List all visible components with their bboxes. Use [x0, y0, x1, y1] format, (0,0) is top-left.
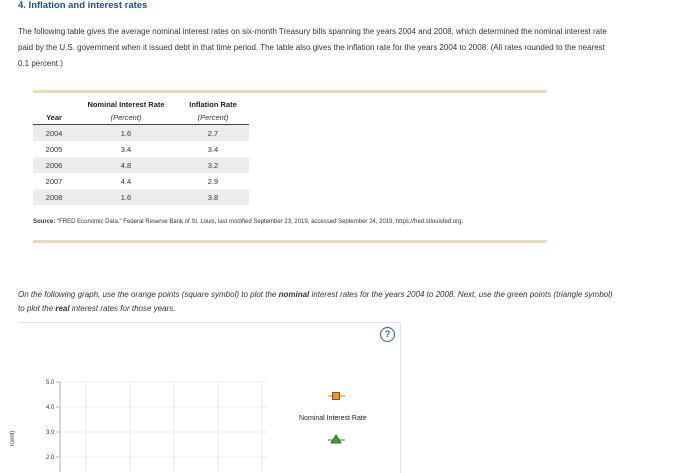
source-text: "FRED Economic Data," Federal Reserve Bank of St. Louis, last modified September 23, 2019, accessed September 24, 2019, https://fred.stlouisfed.org. [57, 219, 464, 225]
instructions-text-3: interest rates for those years. [69, 304, 176, 313]
table-bottom-rule [33, 240, 547, 243]
inflation-cell: 3.2 [177, 157, 249, 173]
nominal-palette-point[interactable] [328, 393, 345, 400]
interactive-graph[interactable] [18, 372, 378, 472]
nominal-cell: 4.4 [120, 176, 132, 186]
year-cell: 2008 [33, 189, 75, 205]
instructions-bold-real: real [55, 304, 70, 313]
instructions-text-1: On the following graph, use the orange points (square symbol) to plot the [18, 290, 279, 299]
inflation-cell: 2.7 [177, 125, 249, 142]
year-cell: 2007 [45, 176, 63, 186]
help-button[interactable]: ? [380, 327, 395, 342]
table-row [33, 125, 249, 142]
nominal-legend-label: Nominal Interest Rate [299, 415, 367, 422]
inflation-header: Inflation Rate [189, 100, 237, 109]
rates-table [33, 98, 249, 205]
nominal-header: Nominal Interest Rate [87, 100, 165, 109]
y-tick-label: 3.0 [46, 430, 55, 436]
instructions-bold-nominal: nominal [278, 290, 310, 299]
instructions-text-2: interest rates for the years 2004 to 2008. Next, use the green points (triangle symbol) to plot the [18, 290, 613, 313]
nominal-cell: 3.4 [120, 144, 132, 154]
year-cell: 2004 [33, 125, 75, 142]
grid [60, 382, 268, 472]
year-cell: 2005 [45, 144, 63, 154]
y-tick-label: 5.0 [46, 380, 55, 386]
graph-instructions [18, 288, 618, 316]
intro-paragraph: The following table gives the average nominal interest rates on six-month Treasury bills spanning the years 2004 and 2008, which determined the nominal interest rate paid by the U.S. government when it issued debt in that time period. The table also gives the inflation rate for the years 2004 to 2008. (All rates rounded to the nearest 0.1 percent.) [18, 27, 607, 68]
question-title: 4. Inflation and interest rates [18, 0, 148, 11]
inflation-cell: 3.4 [207, 144, 219, 154]
table-top-rule [33, 90, 547, 93]
source-note [33, 219, 463, 225]
inflation-cell: 2.9 [207, 176, 219, 186]
table-row [33, 141, 249, 157]
nominal-cell: 1.6 [75, 125, 177, 142]
source-label: Source: [33, 219, 56, 225]
y-axis-label: rcent) [10, 430, 16, 446]
y-tick-label: 4.0 [46, 405, 55, 411]
inflation-unit-header: (Percent) [177, 111, 249, 125]
year-header: Year [33, 111, 75, 125]
nominal-unit-header: (Percent) [75, 111, 177, 125]
table-row [33, 173, 249, 189]
nominal-cell: 1.6 [75, 189, 177, 205]
real-palette-point[interactable] [328, 435, 345, 443]
table-row [33, 189, 249, 205]
inflation-cell: 3.8 [177, 189, 249, 205]
empty-header-cell [33, 98, 75, 111]
nominal-cell: 4.8 [75, 157, 177, 173]
year-cell: 2006 [33, 157, 75, 173]
y-tick-label: 2.0 [46, 455, 55, 461]
table-row [33, 157, 249, 173]
